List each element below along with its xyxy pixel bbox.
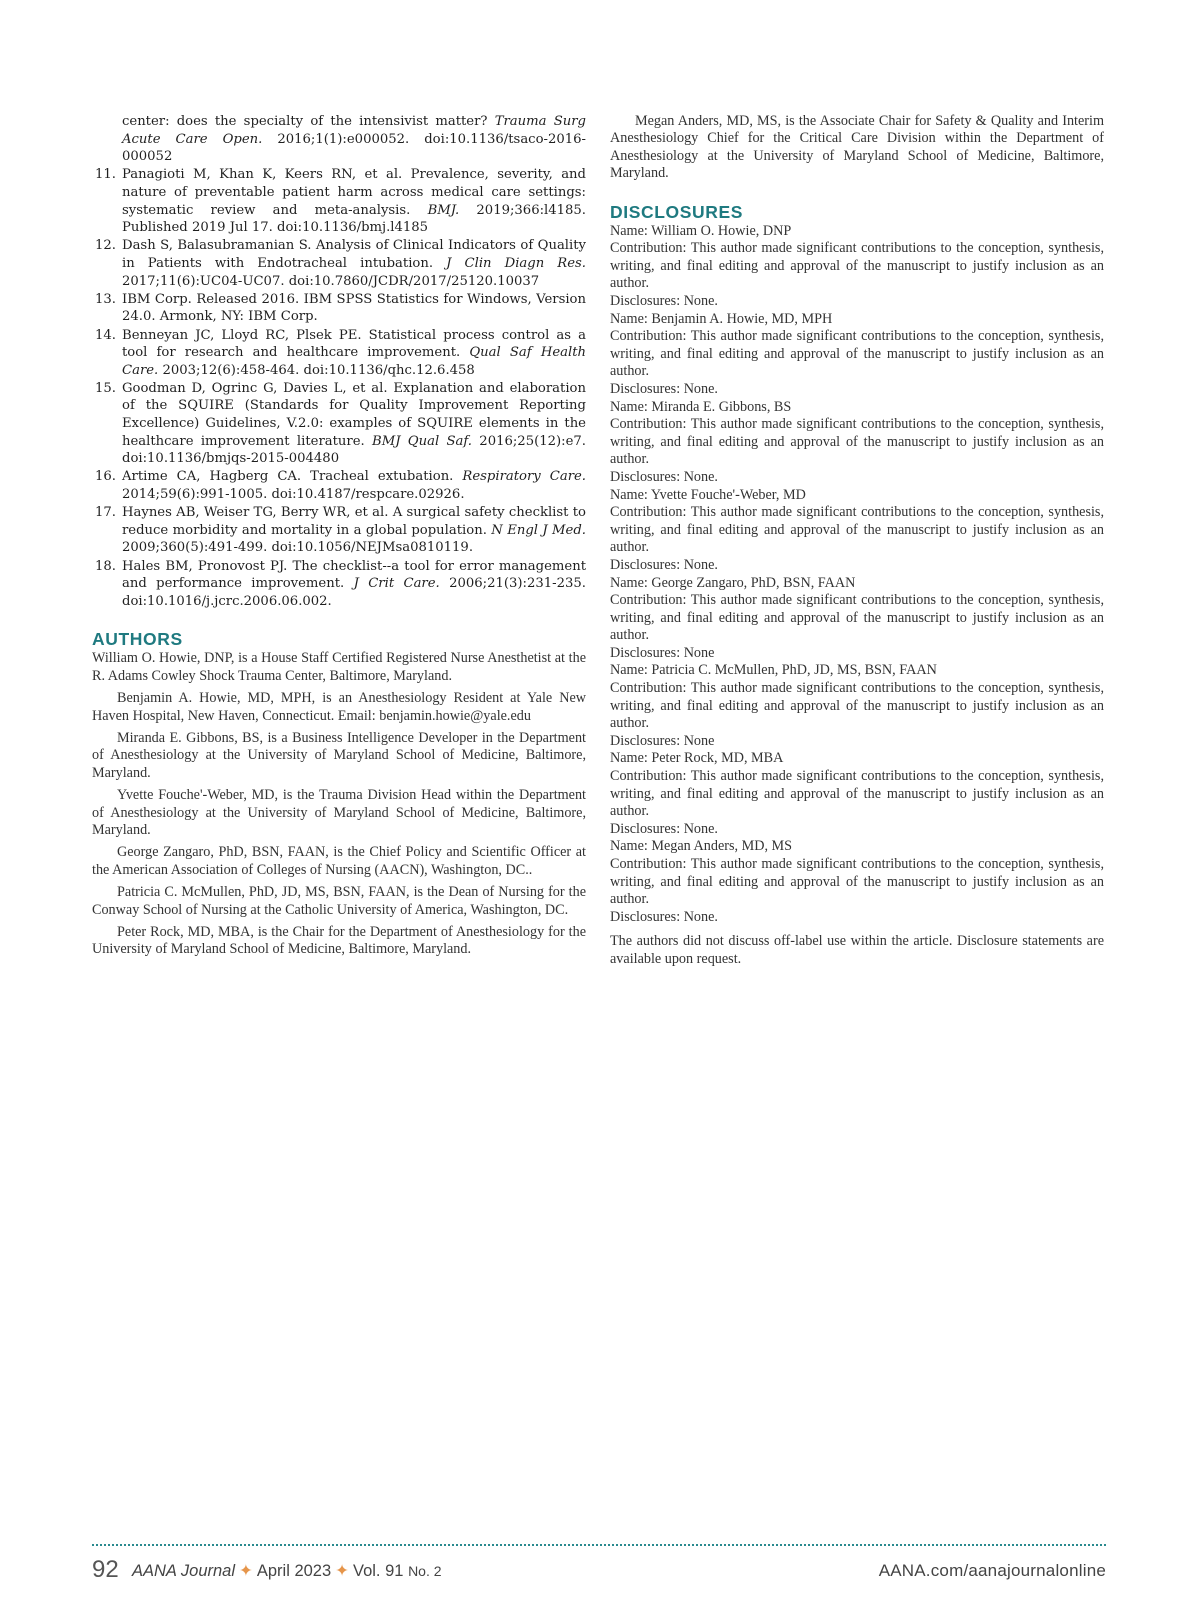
reference-number: 14.	[95, 327, 116, 343]
left-column	[92, 113, 586, 964]
reference-item	[92, 504, 586, 557]
author-bio: Patricia C. McMullen, PhD, JD, MS, BSN, FAAN, is the Dean of Nursing for the Conway School of Nursing at the Catholic University of America, Washington, DC.	[92, 884, 586, 918]
reference-text: IBM Corp. Released 2016. IBM SPSS Statistics for Windows, Version 24.0. Armonk, NY: IBM Corp.	[122, 291, 586, 325]
separator-icon: ✦	[335, 1562, 349, 1580]
reference-number: 17.	[95, 505, 116, 521]
disclosure-name: Name: Benjamin A. Howie, MD, MPH	[610, 310, 833, 327]
disclosure-name: Name: Patricia C. McMullen, PhD, JD, MS, BSN, FAAN	[610, 662, 937, 679]
disclosure-entry	[610, 662, 1104, 750]
reference-journal: J Clin Diagn Res.	[446, 255, 586, 271]
disclosure-contribution: Contribution: This author made significant contributions to the conception, synthesis, writing, and final editing and approval of the manuscript to justify inclusion as an author.	[610, 592, 1104, 644]
issue-date: April 2023	[256, 1562, 332, 1580]
reference-journal: J Crit Care.	[353, 576, 440, 592]
disclosure-statement: Disclosures: None.	[610, 908, 718, 925]
disclosure-entry	[610, 487, 1104, 575]
disclosure-statement: Disclosures: None.	[610, 380, 718, 397]
disclosure-entry	[610, 575, 1104, 663]
page-footer	[92, 1556, 1106, 1588]
disclosure-name: Name: Yvette Fouche'-Weber, MD	[610, 486, 806, 503]
disclosure-statement: Disclosures: None.	[610, 468, 718, 485]
disclosure-note: The authors did not discuss off-label use within the article. Disclosure statements are available upon request.	[610, 933, 1104, 967]
reference-list	[92, 113, 586, 610]
disclosure-entry	[610, 399, 1104, 487]
disclosure-contribution: Contribution: This author made significant contributions to the conception, synthesis, writing, and final editing and approval of the manuscript to justify inclusion as an author.	[610, 856, 1104, 908]
disclosure-name: Name: George Zangaro, PhD, BSN, FAAN	[610, 574, 856, 591]
reference-journal: Qual Saf Health Care.	[122, 345, 586, 378]
author-bio: Peter Rock, MD, MBA, is the Chair for the Department of Anesthesiology for the University of Maryland School of Medicine, Baltimore, Maryland.	[92, 924, 586, 958]
reference-citation: 2003;12(6):458-464. doi:10.1136/qhc.12.6.458	[158, 362, 475, 378]
reference-journal: Respiratory Care.	[462, 469, 587, 485]
reference-text: Artime CA, Hagberg CA. Tracheal extubation.	[122, 469, 463, 485]
volume: Vol. 91	[353, 1562, 404, 1580]
disclosure-entry	[610, 838, 1104, 926]
reference-text: Haynes AB, Weiser TG, Berry WR, et al. A surgical safety checklist to reduce morbidity and mortality in a global population.	[122, 505, 586, 538]
disclosure-statement: Disclosures: None.	[610, 293, 718, 309]
disclosure-contribution: Contribution: This author made significant contributions to the conception, synthesis, writing, and final editing and approval of the manuscript to justify inclusion as an author.	[610, 328, 1104, 380]
reference-text: Dash S, Balasubramanian S. Analysis of Clinical Indicators of Quality in Patients with Endotracheal intubation.	[122, 238, 586, 271]
disclosures-heading: DISCLOSURES	[610, 201, 744, 222]
separator-icon: ✦	[239, 1562, 253, 1580]
author-bio: Miranda E. Gibbons, BS, is a Business Intelligence Developer in the Department of Anesthesiology at the University of Maryland School of Medicine, Baltimore, Maryland.	[92, 730, 586, 781]
disclosure-entry	[610, 311, 1104, 399]
page-number: 92	[92, 1556, 119, 1583]
disclosure-statement: Disclosures: None	[610, 644, 715, 661]
reference-journal: N Engl J Med.	[491, 522, 586, 538]
reference-item	[92, 558, 586, 611]
disclosure-name: Name: Megan Anders, MD, MS	[610, 838, 793, 855]
author-bio: George Zangaro, PhD, BSN, FAAN, is the Chief Policy and Scientific Officer at the American Association of Colleges of Nursing (AACN), Washington, DC..	[92, 844, 586, 878]
author-bio: Megan Anders, MD, MS, is the Associate Chair for Safety & Quality and Interim Anesthesiology Chief for the Critical Care Division within the Department of Anesthesiology at the University of Maryland School of Medicine, Baltimore, Maryland.	[610, 113, 1104, 182]
reference-number: 16.	[95, 469, 116, 485]
disclosure-entry	[610, 223, 1104, 311]
reference-citation: 2016;1(1):e000052. doi:10.1136/tsaco-2016-000052	[122, 131, 586, 165]
reference-number: 18.	[95, 558, 116, 574]
reference-citation: 2014;59(6):991-1005. doi:10.4187/respcare.02926.	[122, 487, 465, 503]
reference-journal: BMJ Qual Saf.	[372, 433, 472, 449]
reference-item	[92, 237, 586, 290]
reference-item	[92, 166, 586, 236]
journal-name: AANA Journal	[132, 1562, 236, 1580]
reference-journal: BMJ.	[427, 202, 460, 218]
disclosure-statement: Disclosures: None	[610, 732, 715, 749]
disclosure-name: Name: Peter Rock, MD, MBA	[610, 750, 784, 767]
disclosure-name: Name: William O. Howie, DNP	[610, 222, 792, 239]
reference-item	[92, 327, 586, 380]
right-column	[610, 113, 1104, 969]
disclosure-contribution: Contribution: This author made significant contributions to the conception, synthesis, writing, and final editing and approval of the manuscript to justify inclusion as an author.	[610, 768, 1104, 820]
disclosure-contribution: Contribution: This author made significant contributions to the conception, synthesis, writing, and final editing and approval of the manuscript to justify inclusion as an author.	[610, 416, 1104, 468]
disclosure-statement: Disclosures: None.	[610, 820, 718, 837]
reference-citation: 2017;11(6):UC04-UC07. doi:10.7860/JCDR/2017/25120.10037	[122, 273, 540, 289]
author-bio: Yvette Fouche'-Weber, MD, is the Trauma Division Head within the Department of Anesthesiology at the University of Maryland School of Medicine, Baltimore, Maryland.	[92, 787, 586, 839]
reference-item	[92, 291, 586, 326]
reference-item	[92, 468, 586, 503]
reference-number: 12.	[95, 238, 116, 254]
website-link[interactable]: AANA.com/aanajournalonline	[878, 1561, 1106, 1580]
disclosure-entry	[610, 750, 1104, 838]
reference-text: Benneyan JC, Lloyd RC, Plsek PE. Statistical process control as a tool for research and healthcare improvement.	[122, 327, 586, 361]
footer-divider	[92, 1544, 1106, 1546]
author-bio: Benjamin A. Howie, MD, MPH, is an Anesthesiology Resident at Yale New Haven Hospital, New Haven, Connecticut. Email: benjamin.howie@yale.edu	[92, 690, 586, 724]
journal-info	[132, 1561, 442, 1581]
disclosure-statement: Disclosures: None.	[610, 556, 718, 573]
reference-journal: Trauma Surg Acute Care Open.	[122, 114, 586, 147]
reference-text: Hales BM, Pronovost PJ. The checklist--a tool for error management and performance improvement.	[122, 558, 586, 592]
reference-item	[92, 113, 586, 166]
reference-text: Goodman D, Ogrinc G, Davies L, et al. Explanation and elaboration of the SQUIRE (Standards for Quality Improvement Reporting Excellence) Guidelines, V.2.0: examples of SQUIRE elements in the healthcare improvement literature.	[122, 380, 586, 449]
reference-text: Panagioti M, Khan K, Keers RN, et al. Prevalence, severity, and nature of preventable patient harm across medical care settings: systematic review and meta-analysis.	[122, 167, 586, 218]
reference-citation: 2016;25(12):e7. doi:10.1136/bmjqs-2015-004480	[122, 433, 586, 467]
reference-text: center: does the specialty of the intensivist matter?	[122, 114, 495, 129]
reference-citation: 2006;21(3):231-235. doi:10.1016/j.jcrc.2006.06.002.	[122, 576, 586, 609]
disclosure-contribution: Contribution: This author made significant contributions to the conception, synthesis, writing, and final editing and approval of the manuscript to justify inclusion as an author.	[610, 504, 1104, 556]
reference-citation: 2009;360(5):491-499. doi:10.1056/NEJMsa0810119.	[122, 540, 474, 556]
issue-number: No. 2	[408, 1563, 442, 1579]
disclosure-contribution: Contribution: This author made significant contributions to the conception, synthesis, writing, and final editing and approval of the manuscript to justify inclusion as an author.	[610, 680, 1104, 732]
reference-item	[92, 380, 586, 468]
reference-number: 11.	[95, 167, 116, 183]
reference-number: 13.	[95, 291, 116, 307]
author-bio: William O. Howie, DNP, is a House Staff Certified Registered Nurse Anesthetist at the R. Adams Cowley Shock Trauma Center, Baltimore, Maryland.	[92, 650, 586, 684]
reference-citation: 2019;366:l4185. Published 2019 Jul 17. doi:10.1136/bmj.l4185	[122, 202, 586, 236]
disclosure-name: Name: Miranda E. Gibbons, BS	[610, 398, 792, 415]
disclosure-contribution: Contribution: This author made significant contributions to the conception, synthesis, writing, and final editing and approval of the manuscript to justify inclusion as an author.	[610, 240, 1104, 292]
authors-heading: AUTHORS	[92, 629, 183, 650]
reference-number: 15.	[95, 380, 116, 396]
